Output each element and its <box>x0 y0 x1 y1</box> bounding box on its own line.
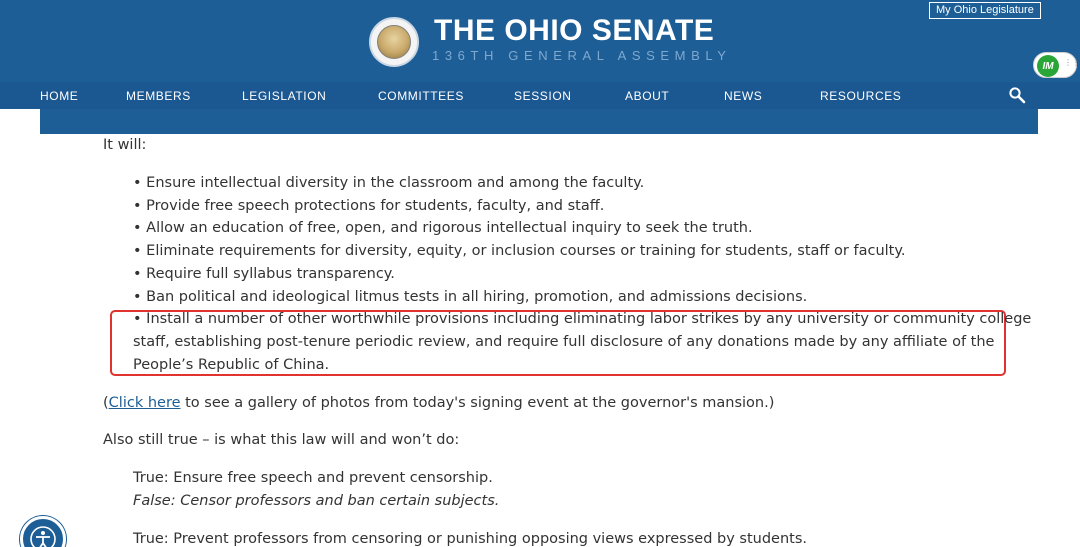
bullet-item: • Ensure intellectual diversity in the classroom and among the faculty. <box>133 175 645 191</box>
intro-text: It will: <box>103 137 147 153</box>
nav-resources[interactable]: RESOURCES <box>820 89 902 103</box>
nav-legislation[interactable]: LEGISLATION <box>242 89 327 103</box>
gallery-text: to see a gallery of photos from today's signing event at the governor's mansion.) <box>180 395 775 411</box>
gallery-paragraph <box>103 395 774 411</box>
nav-news[interactable]: NEWS <box>724 89 763 103</box>
site-title[interactable]: THE OHIO SENATE <box>434 14 715 47</box>
click-here-link[interactable]: Click here <box>108 395 181 411</box>
drag-handle-icon[interactable]: ⋮⋮ <box>1064 58 1080 67</box>
im-badge: IM <box>1037 55 1059 77</box>
bullet-item: • Ban political and ideological litmus tests in all hiring, promotion, and admissions decisions. <box>133 289 808 305</box>
nav-session[interactable]: SESSION <box>514 89 572 103</box>
bullet-item: • Provide free speech protections for students, faculty, and staff. <box>133 198 605 214</box>
accessibility-icon <box>23 519 63 547</box>
nav-home[interactable]: HOME <box>40 89 79 103</box>
true-statement: True: Prevent professors from censoring or punishing opposing views expressed by students. <box>133 531 808 547</box>
highlighted-bullet-line: staff, establishing post-tenure periodic review, and require full disclosure of any donations made by any affiliate of the <box>133 334 995 350</box>
false-statement: False: Censor professors and ban certain subjects. <box>133 493 500 509</box>
my-ohio-legislature-link[interactable]: My Ohio Legislature <box>929 2 1041 19</box>
bullet-item: • Eliminate requirements for diversity, equity, or inclusion courses or training for students, staff or faculty. <box>133 243 906 259</box>
highlighted-bullet-line: People’s Republic of China. <box>133 357 330 373</box>
nav-members[interactable]: MEMBERS <box>126 89 191 103</box>
nav-about[interactable]: ABOUT <box>625 89 670 103</box>
bullet-item: • Allow an education of free, open, and rigorous intellectual inquiry to seek the truth. <box>133 220 753 236</box>
true-statement: True: Ensure free speech and prevent censorship. <box>133 470 493 486</box>
highlighted-bullet-line: • Install a number of other worthwhile provisions including eliminating labor strikes by any university or community college <box>133 311 1032 327</box>
also-true-heading: Also still true – is what this law will and won’t do: <box>103 432 460 448</box>
site-subtitle: 136TH GENERAL ASSEMBLY <box>432 48 732 63</box>
nav-committees[interactable]: COMMITTEES <box>378 89 464 103</box>
bullet-item: • Require full syllabus transparency. <box>133 266 395 282</box>
gallery-paren: ( <box>103 395 109 411</box>
accessibility-button[interactable] <box>20 516 66 547</box>
